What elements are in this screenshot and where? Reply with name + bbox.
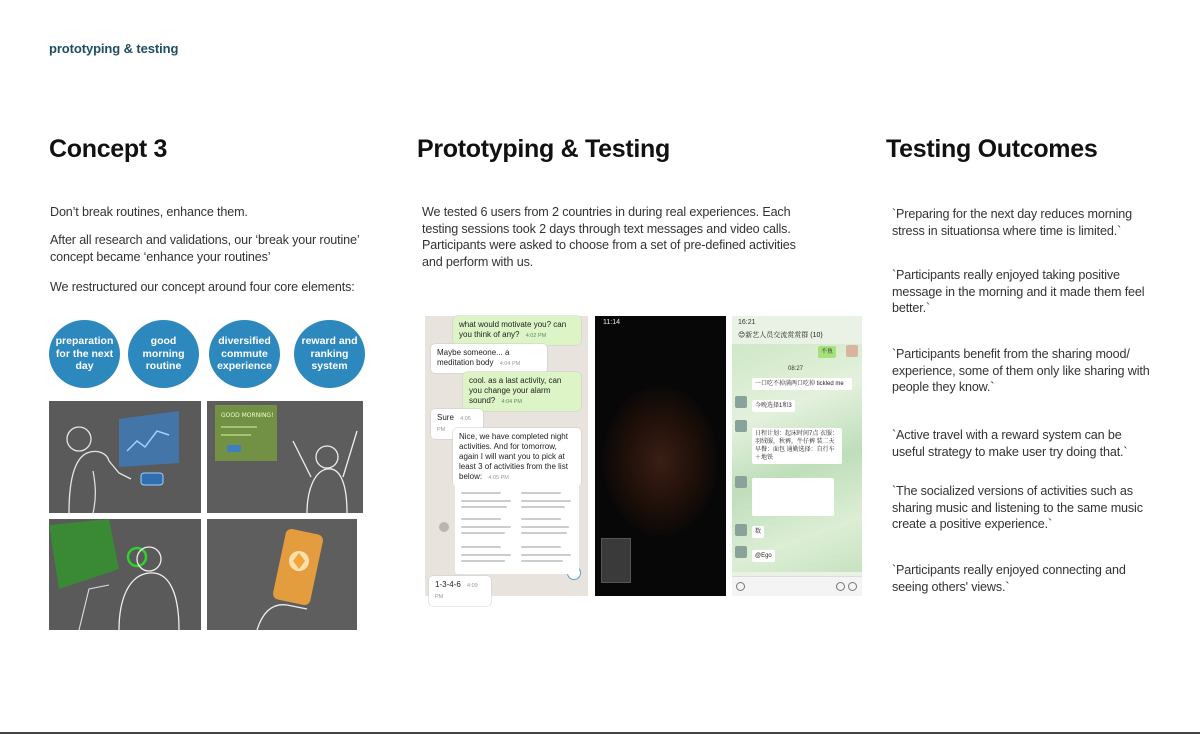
chat-message xyxy=(463,372,581,411)
sketch-good-morning xyxy=(207,401,363,513)
concept-title: Concept 3 xyxy=(49,135,168,163)
group-chat-screenshot xyxy=(732,316,862,596)
chat-message-text: Nice, we have completed night activities. And for tomorrow, again I will want you to pick at least 3 of activities from the list below: xyxy=(459,432,568,481)
section-tag: prototyping & testing xyxy=(49,41,179,56)
outcome-item: `Participants really enjoyed taking positive message in the morning and it made them feel better.` xyxy=(892,268,1145,315)
avatar[interactable] xyxy=(735,546,747,558)
outcome-item: `Active travel with a reward system can be useful strategy to make user try doing that.` xyxy=(892,428,1128,459)
chat-message xyxy=(429,576,491,606)
sketch-reward-phone xyxy=(207,519,357,630)
sketch-person-at-screen xyxy=(49,401,201,513)
chat-message-time: 4:04 PM xyxy=(499,361,521,367)
chat-message-text: Sure xyxy=(437,413,454,422)
self-preview[interactable] xyxy=(601,538,631,583)
outcomes-title: Testing Outcomes xyxy=(886,135,1098,163)
chat-message-time: 4:09 PM xyxy=(435,583,478,600)
chat-message: 数 xyxy=(752,526,764,538)
outcome-item: `Participants really enjoyed connecting and seeing others' views.` xyxy=(892,563,1126,594)
avatar[interactable] xyxy=(735,476,747,488)
chat-message-time: 4:05 PM xyxy=(488,475,509,481)
avatar[interactable] xyxy=(846,345,858,357)
chat-message xyxy=(453,428,581,487)
music-share-card[interactable] xyxy=(752,478,834,516)
prototyping-title: Prototyping & Testing xyxy=(417,135,670,163)
chat-message: 今晚选择1和3 xyxy=(752,400,795,412)
core-element-morning-routine: good morning routine xyxy=(128,320,199,388)
video-feed xyxy=(603,386,718,536)
concept-paragraph-3: We restructured our concept around four core elements: xyxy=(50,280,355,294)
chat-message-text: 1-3-4-6 xyxy=(435,580,461,589)
core-element-preparation: preparation for the next day xyxy=(49,320,120,388)
chat-message: @Ego xyxy=(752,550,775,562)
avatar[interactable] xyxy=(735,420,747,432)
chat-message: 一口吃不掉满两口吃掉 tickled me xyxy=(752,378,852,390)
prototyping-paragraph: We tested 6 users from 2 countries in during real experiences. Each testing sessions took 2 days through text messages and video calls. Participants were asked to choose from a set of pre-defined activities and perform with us. xyxy=(422,205,796,269)
outcome-item: `Participants benefit from the sharing mood/ experience, some of them only like sharing with people they know.` xyxy=(892,347,1150,394)
forward-icon[interactable] xyxy=(439,522,449,532)
chat-tag: 不鱼 xyxy=(818,346,836,358)
chat-message-text: what would motivate you? can you think of any? xyxy=(459,320,567,339)
good-morning-text: GOOD MORNING! xyxy=(221,412,274,419)
chat-message: 日程计划：起床时间7点 衣服：羽绒服，秋裤，牛仔裤 装二天早餐：面包 通勤选择：自行车＋地铁 xyxy=(752,428,842,464)
video-call-screenshot xyxy=(595,316,726,596)
phone-clock: 11:14 xyxy=(603,319,620,326)
chat-message xyxy=(431,344,547,373)
sketch-commute xyxy=(49,519,201,630)
chat-message-time: 4:04 PM xyxy=(501,399,522,405)
core-element-reward: reward and ranking system xyxy=(294,320,365,388)
emoji-icon[interactable] xyxy=(836,582,845,591)
chat-time-label: 08:27 xyxy=(788,366,804,372)
outcome-item: `Preparing for the next day reduces morning stress in situationsa where time is limited.` xyxy=(892,207,1132,238)
phone-clock: 16:21 xyxy=(738,319,756,326)
chat-message-text: cool. as a last activity, can you change your alarm sound? xyxy=(469,376,562,405)
chat-message-time: 4:05 PM xyxy=(437,416,471,433)
add-icon[interactable] xyxy=(848,582,857,591)
outcome-item: `The socialized versions of activities such as sharing music and listening to the same music create a positive experience.` xyxy=(892,484,1143,531)
chat-message xyxy=(453,316,581,345)
chat-input-bar[interactable] xyxy=(732,576,862,596)
core-element-commute: diversified commute experience xyxy=(209,320,280,388)
chat-message-time: 4:02 PM xyxy=(525,333,547,339)
concept-paragraph-2: After all research and validations, our ‘break your routine’ concept became ‘enhance your routines’ xyxy=(50,233,360,264)
avatar[interactable] xyxy=(735,524,747,536)
activity-list-card xyxy=(455,484,579,574)
concept-paragraph-1: Don’t break routines, enhance them. xyxy=(50,205,248,219)
avatar[interactable] xyxy=(735,396,747,408)
core-elements xyxy=(49,320,369,388)
group-chat-title: 😊新艺人员交流赏赏群 (10) xyxy=(738,332,823,339)
voice-icon[interactable] xyxy=(736,582,745,591)
chat-message-text: Maybe someone... a meditation body xyxy=(437,348,510,367)
